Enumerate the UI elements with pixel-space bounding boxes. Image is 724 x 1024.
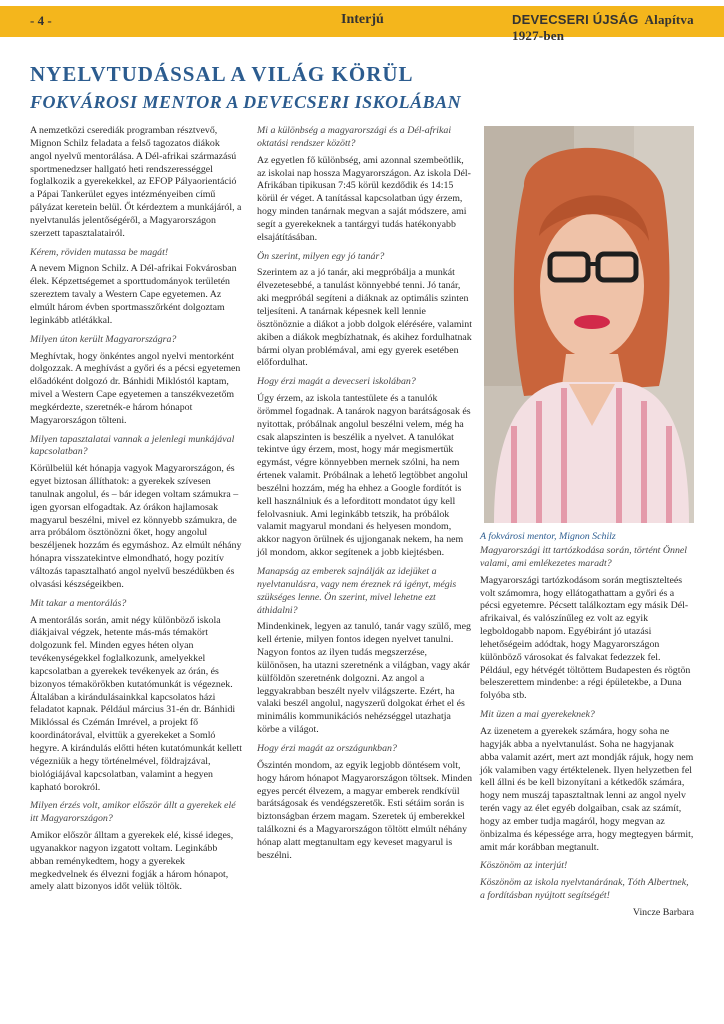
interview-question: Hogy érzi magát a devecseri iskolában? <box>257 376 416 388</box>
author-signature: Vincze Barbara <box>632 906 694 918</box>
interview-paragraph: Az üzenetem a gyerekek számára, hogy soha ne hagyják abba a nyelvtanulást. Soha ne hagyjanak abba valamit azért, mert azt mondják rájuk, hogy nem jók valamiben vagy értéktelenek. Ilyen helyzetben fel kell állni és be kell bizonyítani a kétkedők számára, hogy nem muszáj tapasztaltnak lenni az angol nyelv terén vagy az élet egyéb dolgaiban, csak az számít, hogy az ember tudja magáról, hogy megvan az önbizalma és képessége arra, hogy megtegyen bármit, amit már korábban megtanult. <box>480 725 694 853</box>
interview-question: Milyen érzés volt, amikor először állt a gyerekek elé itt Magyarországon? <box>30 800 236 825</box>
interview-paragraph: Szerintem az a jó tanár, aki megpróbálja a munkát élvezetesebbé, a tanulást könnyebbé tenni. Jó tanár, aki megpróbál segíteni a diáknak az optimális szinten teljesíteni. A tanárnak képesnek kell lennie ösztönöznie a diákot a jobb dolgok elérésére, valamint akiben a diákok megbízhatnak, és akihez fordulhatnak bármi olyan problémával, ami egy gyerek esetében előfordulhat. <box>257 267 472 369</box>
interview-paragraph: Magyarországi tartózkodásom során megtisztelteés volt számomra, hogy ellátogathattam a győri és a pécsi egyetemre. Pécsett találkoztam egy másik Dél-afrikaival, és valószínűleg ez volt az egyik legboldogabb napom. Egyébiránt jó utazási lehetőségeim adódtak, hogy Magyarországon különböző városokat és falvakat fedezzek fel. Például, egy hétvégét töltöttem Budapesten és rögtön beleszerettem mindenbe: a régi épületekbe, a Duna folyóba stb. <box>480 574 691 702</box>
article-column-2 <box>257 125 472 869</box>
interview-paragraph: A nevem Mignon Schilz. A Dél-afrikai Fokvárosban élek. Képzettségemet a sporttudományok területén szereztem tavaly a Western Cape egyetemen. Az elmúlt három évben sportmasszőrként dolgoztam leginkább atlétákkal. <box>30 263 237 326</box>
interview-question: Ön szerint, milyen egy jó tanár? <box>257 250 385 262</box>
founded-note: Alapítva 1927-ben <box>512 12 694 43</box>
article-subtitle: FOKVÁROSI MENTOR A DEVECSERI ISKOLÁBAN <box>30 92 462 112</box>
interview-question: Milyen tapasztalatai vannak a jelenlegi munkájával kapcsolatban? <box>30 433 235 458</box>
page-number: - 4 - <box>30 13 52 28</box>
newspaper-brand <box>512 12 724 44</box>
photo-caption: A fokvárosi mentor, Mignon Schilz <box>480 531 616 542</box>
interview-paragraph: Meghívtak, hogy önkéntes angol nyelvi mentorként dolgozzak. A meghívást a győri és a pécsi egyetemen előadóként dolgozó dr. Bánhidi Miklóstól kaptam, mivel a Western Cape egyetemen a tanszékvezetőm megkérdezte, szeretnék-e három hónapot Magyarországon tölteni. <box>30 350 241 426</box>
interview-question: Mi a különbség a magyarországi és a Dél-afrikai oktatási rendszer között? <box>257 125 452 149</box>
interview-question: Hogy érzi magát az országunkban? <box>257 742 397 754</box>
interview-paragraph: Mindenkinek, legyen az tanuló, tanár vagy szülő, meg kell értenie, milyen fontos idegen nyelvet tanulni. Nagyon fontos az ilyen tudás megszerzése, különösen, ha utazni szeretnénk a világban, vagy akár külföldön szeretnénk dolgozni. Az angol a leggyakrabban beszélt nyelv világszerte. Ezért, ha valaki beszél angolul, nagyszerű dolgokat érhet el és minimális kommunikációs nehézséggel utazhatja körbe a világot. <box>257 621 471 736</box>
interview-question: Kérem, röviden mutassa be magát! <box>30 246 169 258</box>
newspaper-name: DEVECSERI ÚJSÁG <box>512 12 639 27</box>
article-column-3 <box>480 545 694 926</box>
interview-question: Mit üzen a mai gyerekeknek? <box>480 709 595 721</box>
interviewee-photo <box>484 126 694 523</box>
interview-paragraph: Őszintén mondom, az egyik legjobb döntésem volt, hogy három hónapot Magyarországon töltsek. Minden egyes percét élvezem, a magyar emberek rendkívül barátságosak és vendégszeretők. Esti sétáim során is biztonságban érzem magam. Szeretek új emberekkel találkozni és a Magyarországon töltött elmúlt néhány hónap alatt megtanultam egy keveset magyarul is beszélni. <box>257 759 473 861</box>
section-name: Interjú <box>341 12 384 27</box>
interview-question: Magyarországi itt tartózkodása során, történt Önnel valami, ami emlékezetes maradt? <box>480 545 688 569</box>
page-header-band <box>0 6 724 43</box>
interview-paragraph: Amikor először álltam a gyerekek elé, kissé ideges, ugyanakkor nagyon izgatott voltam. Leginkább abban reménykedtem, hogy a gyerekek megkedvelnek és élvezni fogják a három hónapot, amely alatt bizonyos időt velük töltök. <box>30 830 234 893</box>
article-column-1 <box>30 125 243 900</box>
interview-question: Köszönöm az interjút! <box>480 860 568 872</box>
interview-paragraph: A mentorálás során, amit négy különböző iskola diákjaival végzek, hetente más-más témakört dolgozunk fel. Minden egyes héten olyan tevékenységekkel foglalkozunk, amelyekkel kapcsolatban a gyerekek tevékenyek az órán, és bizonyos témakörökben kutatómunkát is végeznek. Általában a kirándulásainkkal kapcsolatos házi feladatot kapnak. Például március 31-én dr. Bánhidi Miklóssal és Czémán Imrével, a projekt fő koordinátorával, elvittük a gyerekeket a Somló hegyre. A kirándulás előtti héten kutatómunkát kellett végezniük a hegy történelmével, földrajzával, biológiájával kapcsolatban, valamint a hegyen kapható borokról. <box>30 614 242 793</box>
interview-paragraph: Körülbelül két hónapja vagyok Magyarországon, és egyet biztosan állíthatok: a gyerekek szívesen tanulnak angolul, és – bár idegen voltam számukra – igen gyorsan elfogadtak. Az órákon hajlamosak magyarul beszélni, mivel ez könnyebb számukra, de arra próbálom ösztönözni őket, hogy angolul beszéljenek hozzám és egymáshoz. Az elmúlt néhány hónapra visszatekintve elmondható, hogy pozitív változás tapasztalható angol nyelvű beszédükben és olvasási készségeikben. <box>30 463 242 590</box>
interview-question: Manapság az emberek sajnálják az idejüket a nyelvtanulásra, vagy nem éreznek rá igényt, mégis szükséges lenne. Ön szerint, mivel lehetne ezt áthidalni? <box>257 566 457 616</box>
interview-question: Mit takar a mentorálás? <box>30 597 127 609</box>
article-title: NYELVTUDÁSSAL A VILÁG KÖRÜL <box>30 62 414 86</box>
interview-question: Köszönöm az iskola nyelvtanárának, Tóth Albertnek, a fordításban nyújtott segítségét! <box>480 877 689 902</box>
interview-paragraph: Úgy érzem, az iskola tantestülete és a tanulók örömmel fogadnak. A tanárok nagyon barátságosak és nyitottak, próbálnak angolul beszélni velem, még ha csak alapszinten is beszélik a nyelvet. A tanulókat tekintve úgy érzem, most, hogy már megismertük egymást, végre könnyebben mernek szólni, ha nem értenek valamit. Próbálnak a lehető legtöbbet angolul beszélni hozzám, még ha ehhez a Google fordítót is kell használniuk és a leforditott mondatot úgy kell felolvasniuk. Ami leginkább tetszik, ha próbálok valamit magyarul mondani és helyesen mondom, akkor nagyon örülnek és ujjonganak nekem, ha nem jól mondom, akkor segítenek a jobb kiejtésben. <box>257 393 471 559</box>
interview-paragraph: Az egyetlen fő különbség, ami azonnal szembeötlik, az iskolai nap hossza Magyarországon. Az iskola Dél-Afrikában tipikusan 7:45 körül kezdődik és 14:15 körül ér véget. A tanítással kapcsolatban úgy érzem, hogy minden tanárnak megvan a saját módszere, ami segít a gyerekeknek a tantárgyi tudás hatékonyabb elsajátításában. <box>257 154 471 243</box>
interview-paragraph: A nemzetközi cserediák programban résztvevő, Mignon Schilz feladata a felső tagozatos diákok angol nyelvű mentorálása. A Dél-afrikai származású sportmenedzser hallgató heti rendszerességgel foglalkozik a gyerekekkel, az EFOP Pályaorientáció a Pápai Tankerület egyes intézményeiben című pályázat keretein belül. Őt kérdeztem a munkájáról, a nyelvtanulás jelentőségéről, a Magyarországon szerzett tapasztalatairól. <box>30 125 242 239</box>
interview-question: Milyen úton került Magyarországra? <box>30 333 177 345</box>
